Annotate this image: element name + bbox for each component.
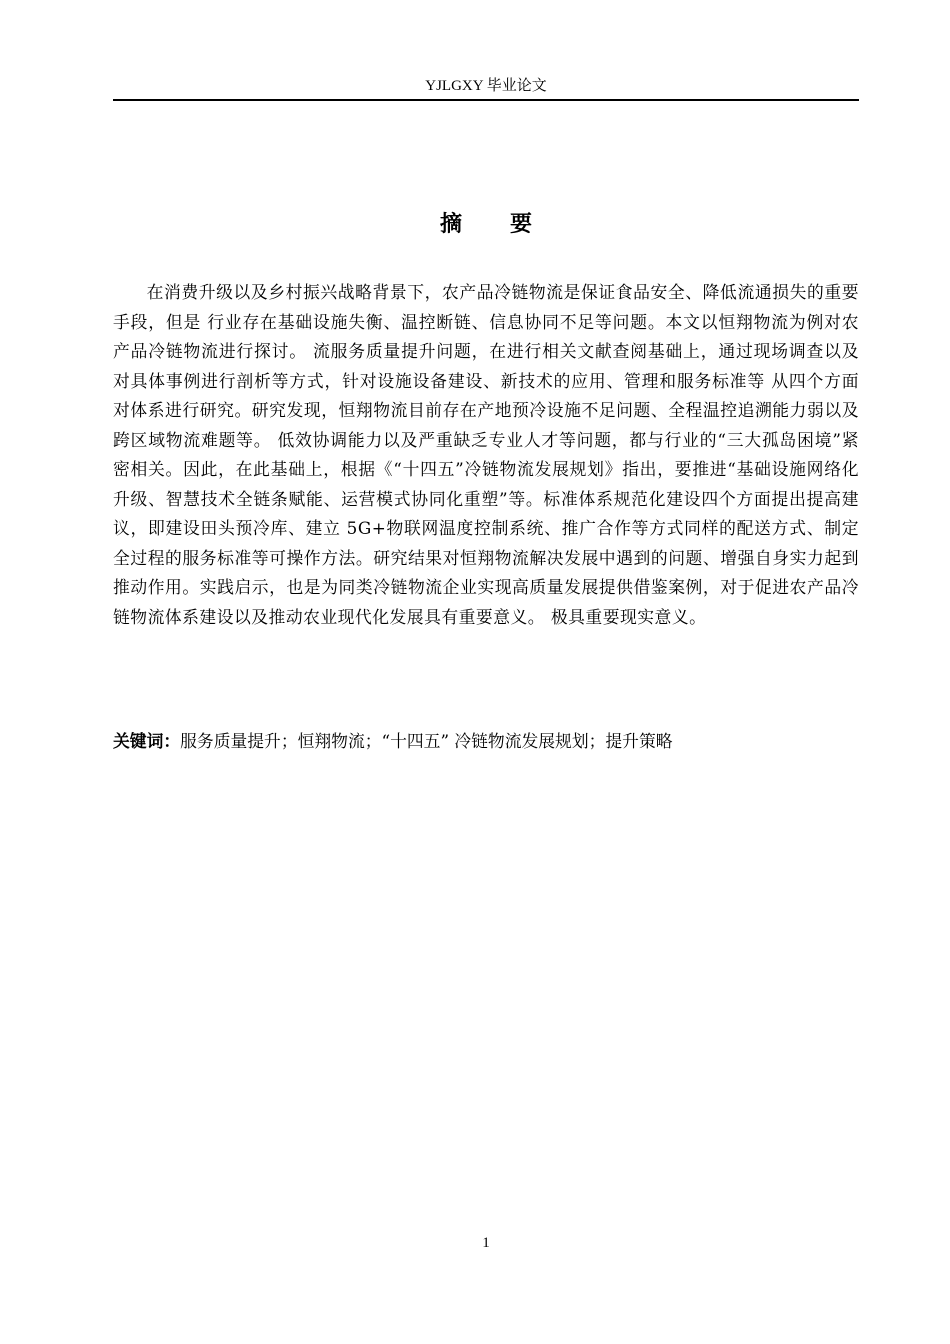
header-divider bbox=[113, 99, 859, 101]
page-header: YJLGXY 毕业论文 bbox=[425, 78, 547, 94]
keywords-line bbox=[113, 727, 859, 755]
page-number: 1 bbox=[482, 1235, 490, 1251]
keywords-text: 服务质量提升；恒翔物流；“十四五” 冷链物流发展规划；提升策略 bbox=[180, 731, 673, 751]
abstract-body: 在消费升级以及乡村振兴战略背景下，农产品冷链物流是保证食品安全、降低流通损失的重要手段，但是 行业存在基础设施失衡、温控断链、信息协同不足等问题。本文以恒翔物流为例对农产品冷链物流进行探讨。 流服务质量提升问题，在进行相关文献查阅基础上，通过现场调查以及对具体事例进行剖析等方式，针对设施设备建设、新技术的应用、管理和服务标准等 从四个方面对体系进行研究。研究发现，恒翔物流目前存在产地预冷设施不足问题、全程温控追溯能力弱以及跨区域物流难题等。 低效协调能力以及严重缺乏专业人才等问题，都与行业的“三大孤岛困境”紧密相关。因此，在此基础上，根据《“十四五”冷链物流发展规划》指出，要推进“基础设施网络化升级、智慧技术全链条赋能、运营模式协同化重塑”等。标准体系规范化建设四个方面提出提高建议，即建设田头预冷库、建立 5G+物联网温度控制系统、推广合作等方式同样的配送方式、制定全过程的服务标准等可操作方法。研究结果对恒翔物流解决发展中遇到的问题、增强自身实力起到推动作用。实践启示，也是为同类冷链物流企业实现高质量发展提供借鉴案例，对于促进农产品冷链物流体系建设以及推动农业现代化发展具有重要意义。 极具重要现实意义。 bbox=[113, 282, 859, 627]
keywords-label: 关键词： bbox=[113, 731, 181, 751]
abstract-title: 摘要 bbox=[439, 212, 580, 237]
